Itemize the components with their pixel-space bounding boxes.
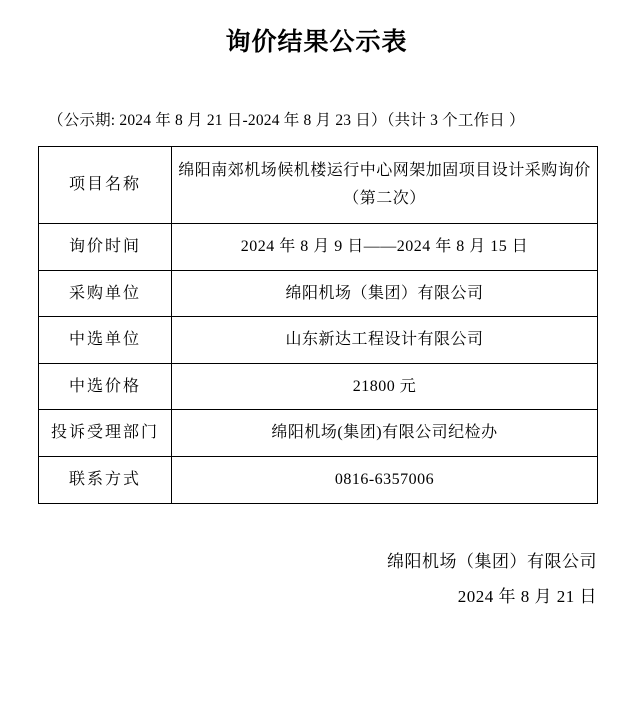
table-row — [39, 224, 598, 271]
row-label-complaint-department: 投诉受理部门 — [39, 410, 172, 457]
table-row — [39, 456, 598, 503]
row-label-purchasing-unit: 采购单位 — [39, 270, 172, 317]
row-label-inquiry-time: 询价时间 — [39, 224, 172, 271]
row-label-selected-price: 中选价格 — [39, 363, 172, 410]
row-value-complaint-department: 绵阳机场(集团)有限公司纪检办 — [172, 410, 598, 457]
row-value-purchasing-unit: 绵阳机场（集团）有限公司 — [172, 270, 598, 317]
notice-period-text: （公示期: 2024 年 8 月 21 日-2024 年 8 月 23 日）（共计 3 个工作日 ） — [48, 112, 525, 129]
inquiry-result-table — [38, 146, 598, 504]
table-row — [39, 363, 598, 410]
row-value-selected-price: 21800 元 — [172, 363, 598, 410]
row-label-project-name: 项目名称 — [39, 147, 172, 224]
table-row — [39, 147, 598, 224]
row-value-inquiry-time: 2024 年 8 月 9 日——2024 年 8 月 15 日 — [172, 224, 598, 271]
table-row — [39, 317, 598, 364]
row-value-project-name: 绵阳南郊机场候机楼运行中心网架加固项目设计采购询价（第二次） — [172, 147, 598, 224]
row-label-contact: 联系方式 — [39, 456, 172, 503]
page-title: 询价结果公示表 — [225, 29, 408, 56]
footer-company: 绵阳机场（集团）有限公司 — [387, 551, 597, 571]
row-label-selected-unit: 中选单位 — [39, 317, 172, 364]
row-value-contact: 0816-6357006 — [172, 456, 598, 503]
table-row — [39, 410, 598, 457]
table-row — [39, 270, 598, 317]
footer-date: 2024 年 8 月 21 日 — [457, 587, 597, 607]
document-footer — [0, 504, 633, 615]
row-value-selected-unit: 山东新达工程设计有限公司 — [172, 317, 598, 364]
